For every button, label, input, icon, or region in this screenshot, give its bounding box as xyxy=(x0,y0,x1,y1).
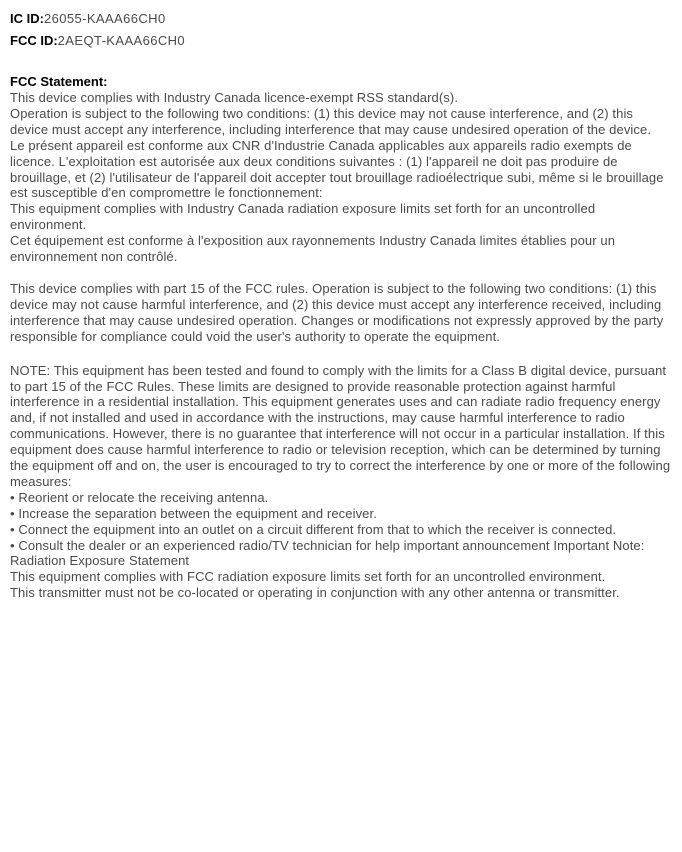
statement-line: This device complies with part 15 of the FCC rules. Operation is subject to the following two conditions: (1) this device may not cause harmful interference, and (2) this device must accept any interference received, including interference that may cause undesired operation. Changes or modifications not expressly approved by the party responsible for compliance could void the user's authority to operate the equipment. xyxy=(10,280,664,344)
statement-line: NOTE: This equipment has been tested and found to comply with the limits for a Class B digital device, pursuant to part 15 of the FCC Rules. These limits are designed to provide reasonable protection against harmful interference in a residential installation. This equipment generates uses and can radiate radio frequency energy and, if not installed and used in accordance with the instructions, may cause harmful interference to radio communications. However, there is no guarantee that interference will not occur in a particular installation. If this equipment does cause harmful interference to radio or television reception, which can be determined by turning the equipment off and on, the user is encouraged to try to correct the interference by one or more of the following measures: xyxy=(10,362,671,489)
bullet-line: • Consult the dealer or an experienced radio/TV technician for help important announcement Important Note: Radiation Exposure Statement xyxy=(10,537,645,569)
ic-id-value: 26055-KAAA66CH0 xyxy=(43,11,166,26)
fcc-id-label: FCC ID: xyxy=(10,33,58,48)
statement-line: This device complies with Industry Canada licence-exempt RSS standard(s). xyxy=(10,90,459,105)
statement-line: Le présent appareil est conforme aux CNR d'Industrie Canada applicables aux appareils radio exempts de licence. L'exploitation est autorisée aux deux conditions suivantes : (1) l'appareil ne doit pas produire de brouillage, et (2) l'utilisateur de l'appareil doit accepter tout brouillage radioélectrique subi, même si le brouillage est susceptible d'en compromettre le fonctionnement: xyxy=(10,137,664,201)
statement-line: This equipment complies with FCC radiation exposure limits set forth for an uncontrolled environment. xyxy=(10,569,606,585)
statement-line: This transmitter must not be co-located or operating in conjunction with any other antenna or transmitter. xyxy=(10,585,620,601)
fcc-id-value: 2AEQT-KAAA66CH0 xyxy=(57,33,186,48)
bullet-line: • Increase the separation between the equipment and receiver. xyxy=(10,505,377,521)
statement-line: Operation is subject to the following two conditions: (1) this device may not cause interference, and (2) this device must accept any interference, including interference that may cause undesired operation of the device. xyxy=(10,105,652,137)
statement-line: Cet équipement est conforme à l'exposition aux rayonnements Industry Canada limites établies pour un environnement non contrôlé. xyxy=(10,233,616,265)
bullet-line: • Reorient or relocate the receiving antenna. xyxy=(10,489,269,505)
fcc-id-line xyxy=(10,30,672,52)
section-class-b-note xyxy=(10,363,672,602)
section-fcc-part-15 xyxy=(10,281,672,345)
fcc-statement-heading: FCC Statement: xyxy=(10,74,108,89)
statement-line: This equipment complies with Industry Canada radiation exposure limits set forth for an uncontrolled environment. xyxy=(10,201,596,233)
bullet-line: • Connect the equipment into an outlet on a circuit different from that to which the receiver is connected. xyxy=(10,521,617,537)
section-industry-canada xyxy=(10,90,672,265)
ic-id-line xyxy=(10,8,672,30)
ic-id-label: IC ID: xyxy=(10,11,44,26)
